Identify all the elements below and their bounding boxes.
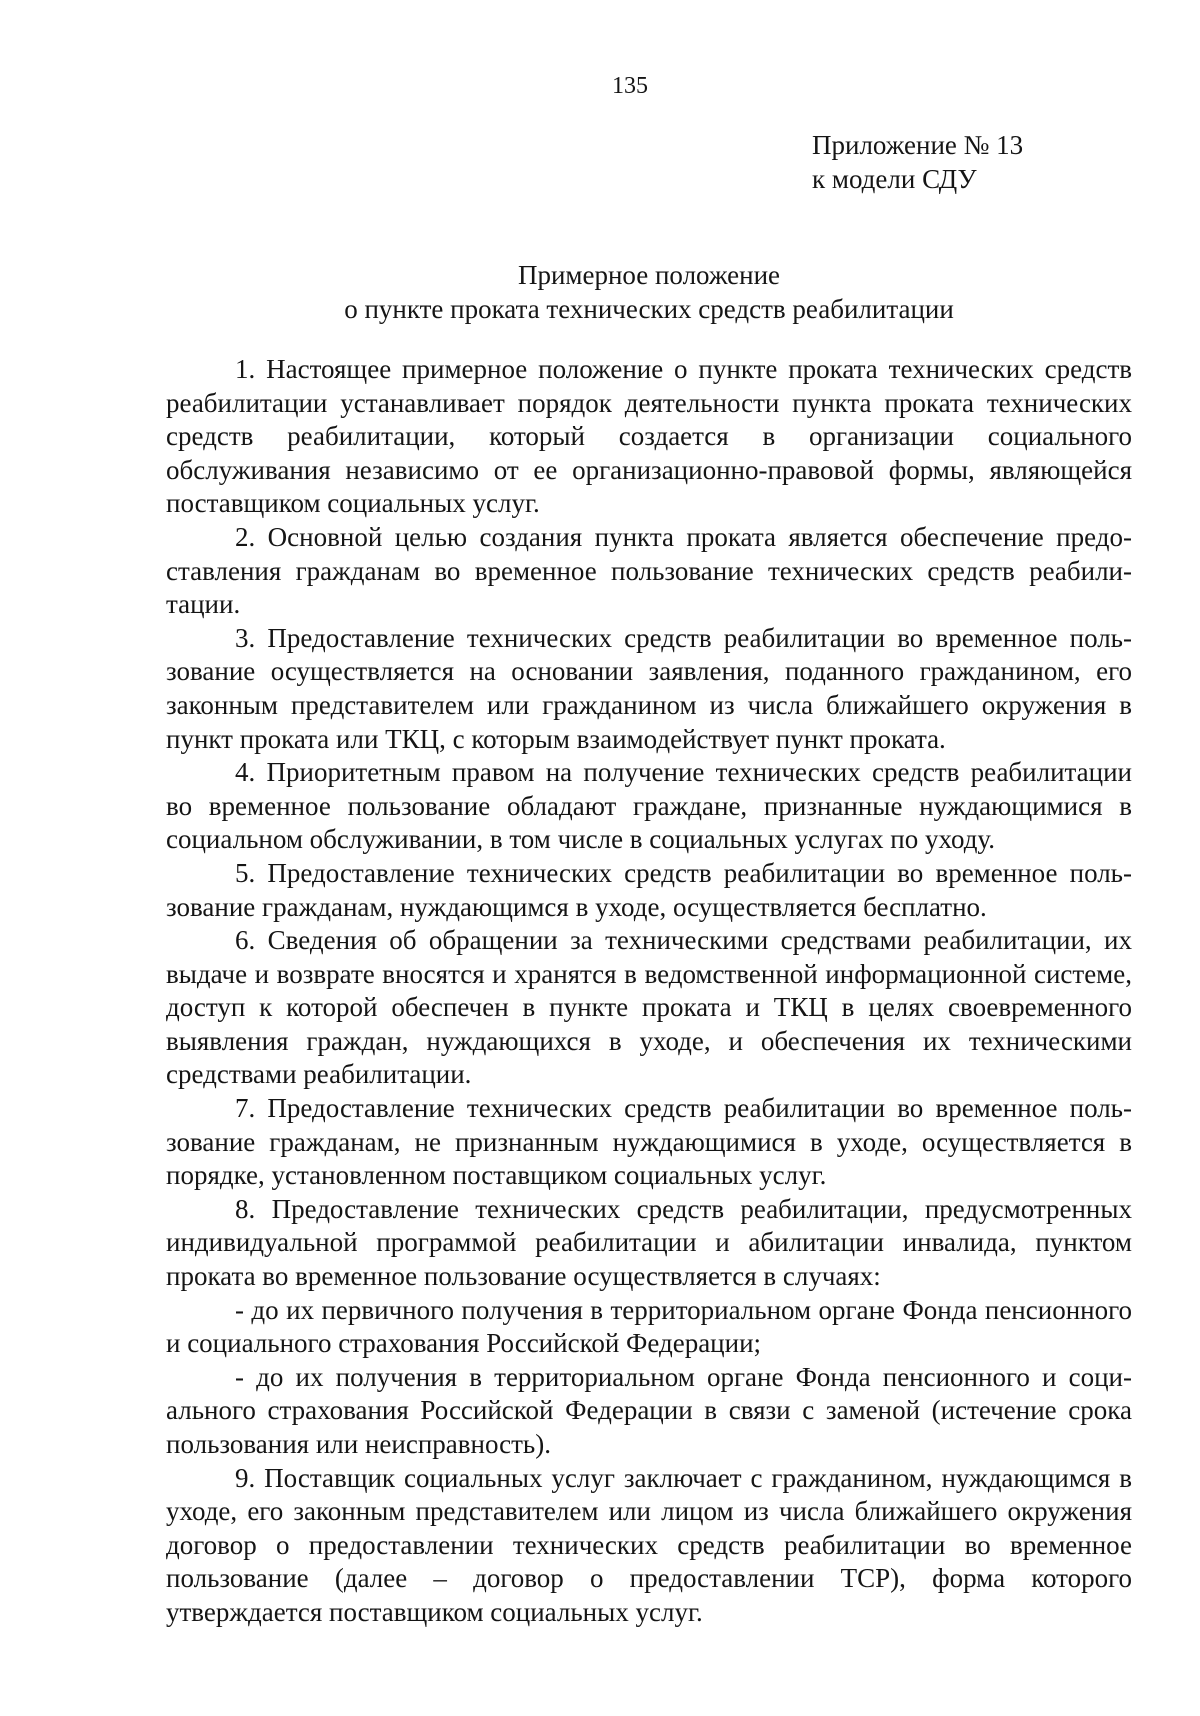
paragraph-2: 2. Основной целью создания пункта проката является обеспечение предоставления гражданам во временное пользование технических средств реабилитации.	[166, 521, 1132, 620]
paragraph-8-item-1: - до их первичного получения в территориальном органе Фонда пенсионного и социального страхования Российской Федерации;	[166, 1294, 1132, 1359]
page-number: 135	[612, 73, 648, 99]
document-title	[166, 258, 1132, 326]
title-line-2: о пункте проката технических средств реабилитации	[344, 294, 954, 324]
paragraph-4: 4. Приоритетным правом на получение технических средств реабилитации во временное пользование обладают граждане, признанные нуждающимися в социальном обслуживании, в том числе в социальных услугах по уходу.	[166, 757, 1132, 855]
paragraph-3: 3. Предоставление технических средств реабилитации во временное пользование осуществляется на основании заявления, поданного гражданином, его законным представителем или гражданином из числа ближайшего окружения в пункт проката или ТКЦ, с которым взаимодействует пункт проката.	[166, 622, 1132, 754]
appendix-number: Приложение № 13	[812, 130, 1024, 160]
title-line-1: Примерное положение	[517, 260, 781, 290]
paragraph-7: 7. Предоставление технических средств реабилитации во временное пользование гражданам, не признанным нуждающимися в уходе, осуществляется в порядке, установленном поставщиком социальных услуг.	[166, 1093, 1132, 1191]
appendix-reference	[812, 128, 1023, 196]
paragraph-1: 1. Настоящее примерное положение о пункте проката технических средств реабилитации устанавливает порядок деятельности пункта проката технических средств реабилитации, который создается в организации социального обслуживания независимо от ее организационно-правовой формы, являющейся поставщиком социальных услуг.	[166, 354, 1132, 519]
paragraph-5: 5. Предоставление технических средств реабилитации во временное пользование гражданам, нуждающимся в уходе, осуществляется бесплатно.	[166, 857, 1132, 922]
paragraph-9: 9. Поставщик социальных услуг заключает с гражданином, нуждающимся в уходе, его законным представителем или лицом из числа ближайшего окружения договор о предоставлении технических средств реабилитации во временное пользование (далее – договор о предоставлении ТСР), форма которого утверждается поставщиком социальных услуг.	[166, 1462, 1132, 1627]
paragraph-8-item-2: - до их получения в территориальном органе Фонда пенсионного и социального страхования Российской Федерации в связи с заменой (истечение срока пользования или неисправность).	[166, 1361, 1132, 1459]
appendix-model: к модели СДУ	[812, 164, 977, 194]
document-body	[166, 353, 1132, 1630]
paragraph-8: 8. Предоставление технических средств реабилитации, предусмотренных индивидуальной программой реабилитации и абилитации инвалида, пунктом проката во временное пользование осуществляется в случаях:	[166, 1193, 1132, 1292]
paragraph-6: 6. Сведения об обращении за техническими средствами реабилитации, их выдаче и возврате вносятся и хранятся в ведомственной информационной системе, доступ к которой обеспечен в пункте проката и ТКЦ в целях своевременного выявления граждан, нуждающихся в уходе, и обеспечения их техническими средствами реабилитации.	[166, 925, 1132, 1090]
